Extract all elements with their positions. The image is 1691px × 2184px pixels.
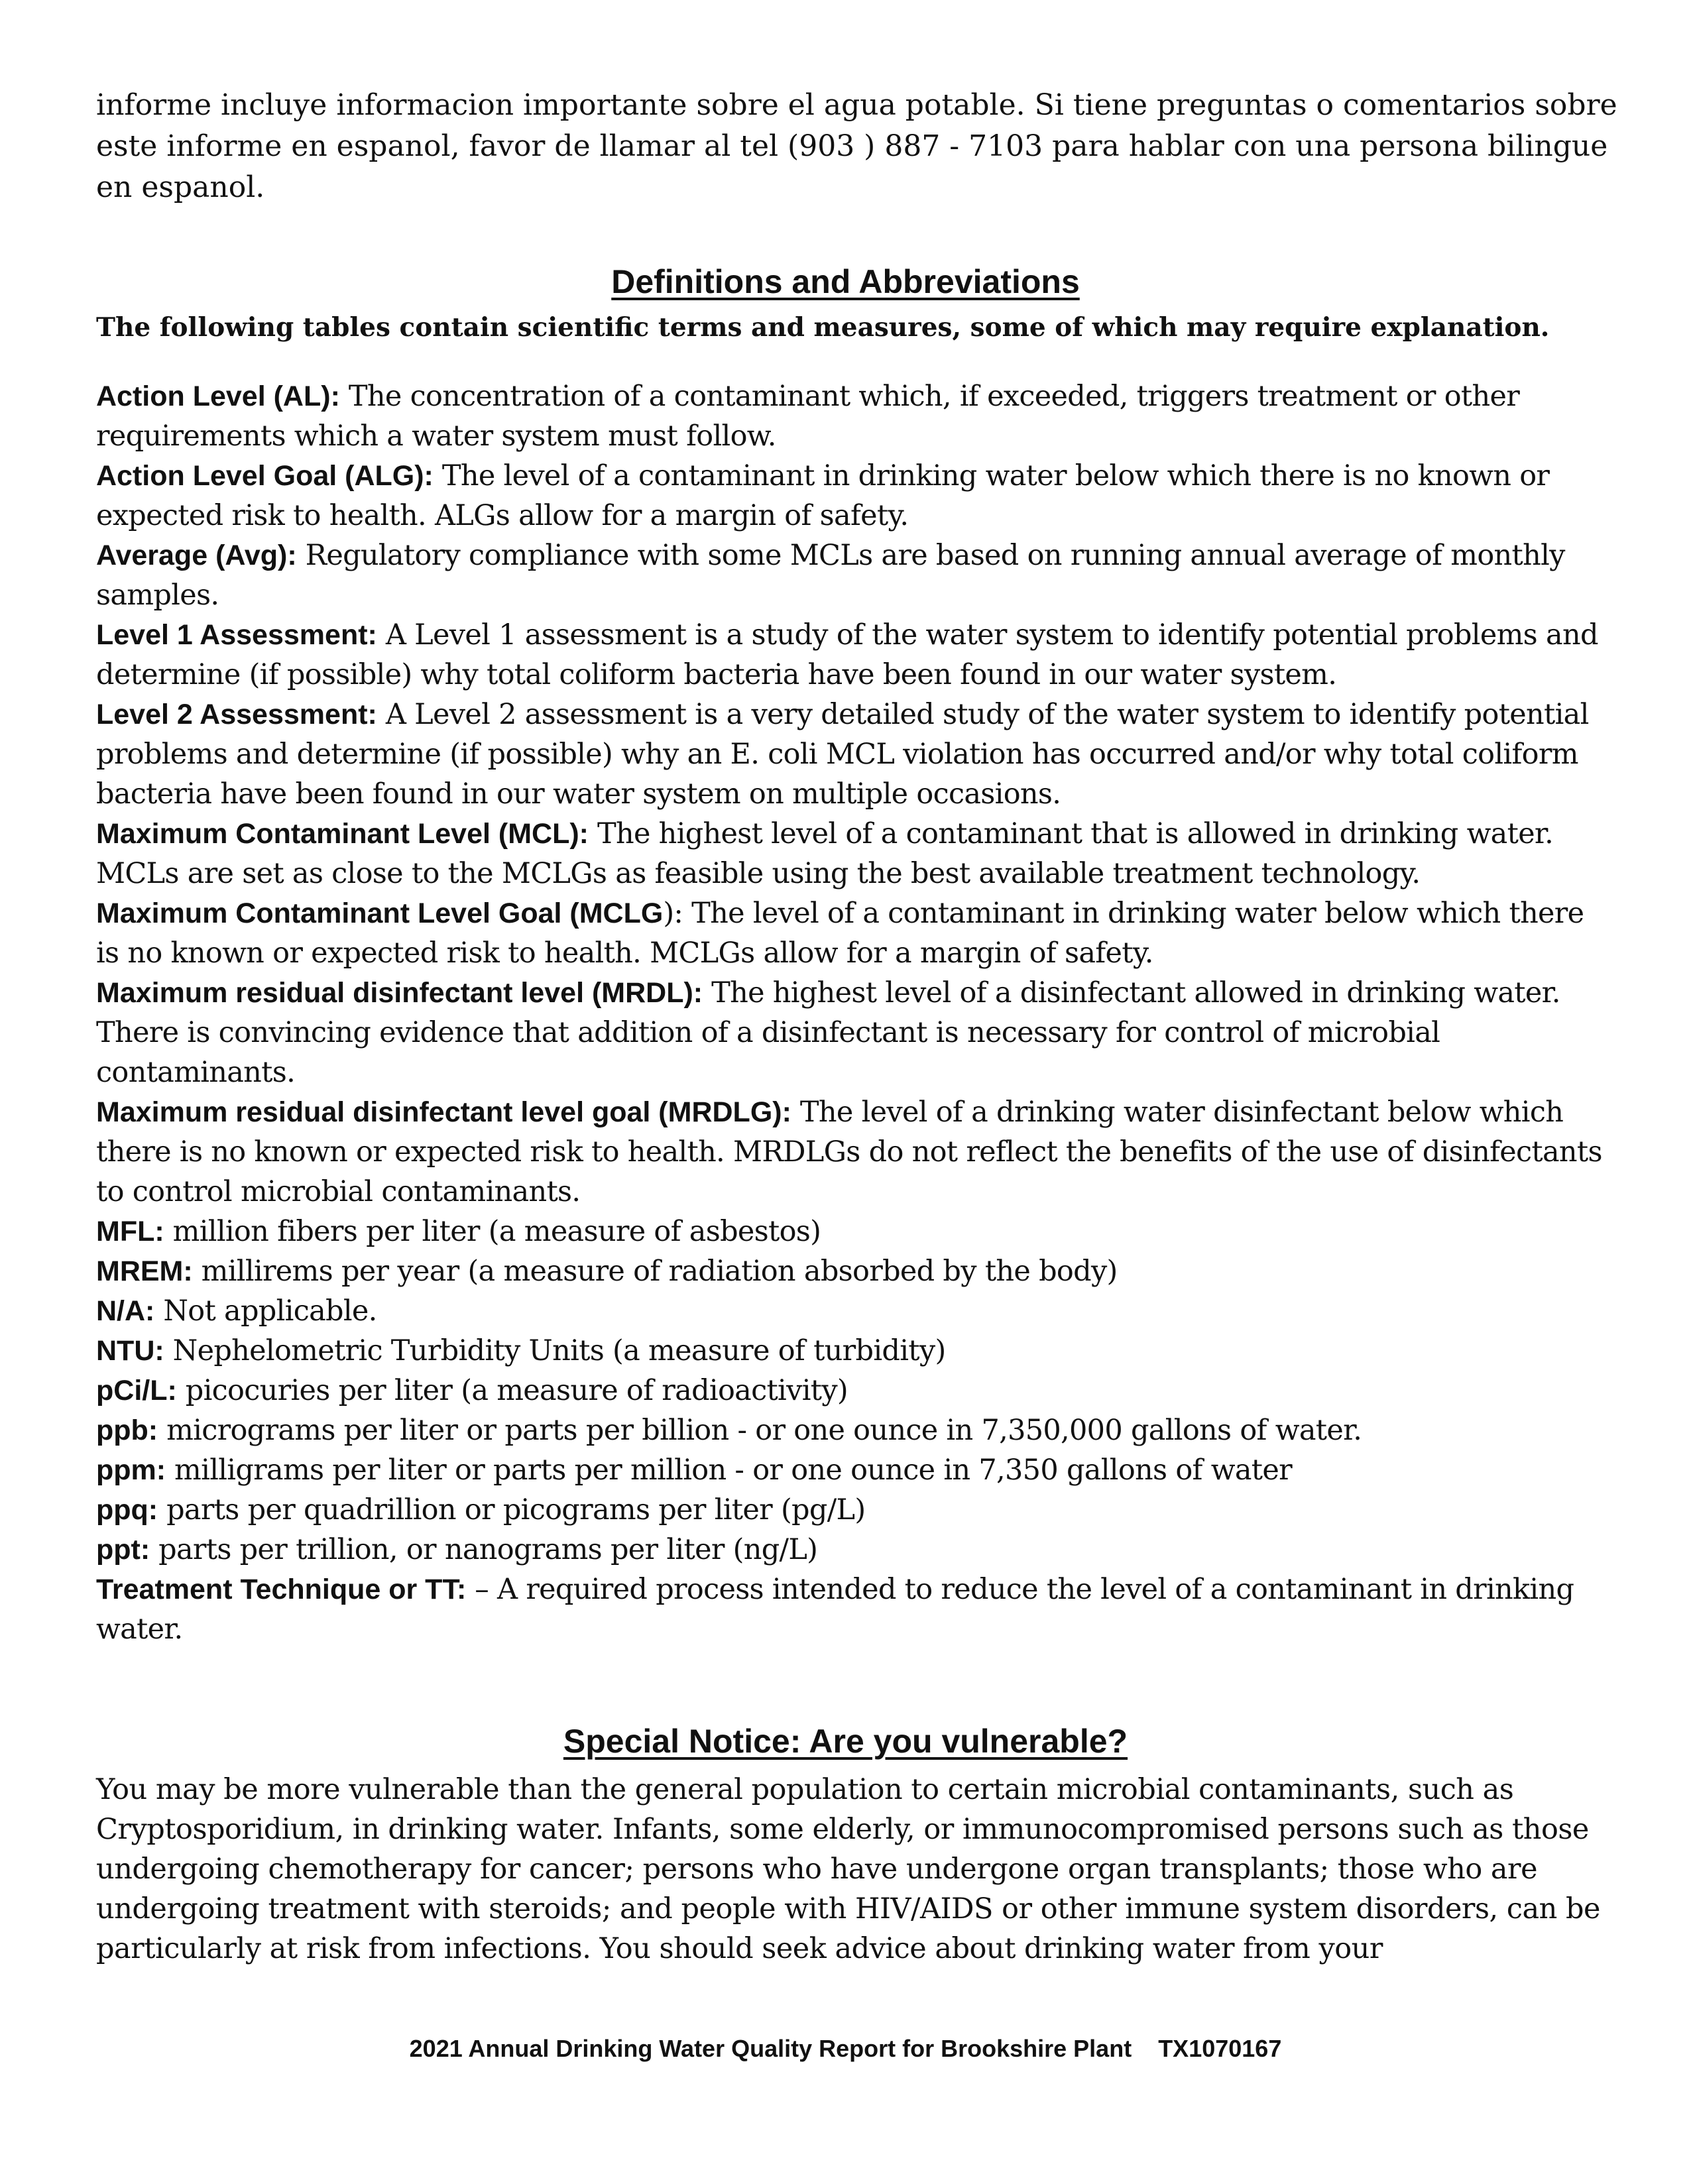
definition-item	[96, 973, 1614, 1092]
definition-item	[96, 536, 1614, 615]
definition-text: A Level 2 assessment is a very detailed study of the water system to identify potential problems and determine (if possible) why an E. coli MCL violation has occurred and/or why total coliform bacteria have been found in our water system on multiple occasions.	[96, 698, 1589, 811]
page-footer	[0, 2035, 1691, 2063]
definition-text: Nephelometric Turbidity Units (a measure of turbidity)	[164, 1334, 946, 1367]
definition-text: The highest level of a contaminant that is allowed in drinking water. MCLs are set as close to the MCLGs as feasible using the best available treatment technology.	[96, 817, 1554, 890]
definition-item	[96, 456, 1614, 536]
definition-item	[96, 1092, 1614, 1212]
definition-item	[96, 814, 1614, 893]
definition-term: NTU:	[96, 1335, 164, 1367]
definition-term: pCi/L:	[96, 1375, 177, 1407]
definition-text: – A required process intended to reduce the level of a contaminant in drinking water.	[96, 1573, 1574, 1646]
definition-text: parts per quadrillion or picograms per liter (pg/L)	[158, 1493, 866, 1526]
special-notice-title: Special Notice: Are you vulnerable?	[563, 1723, 1128, 1760]
definition-text: picocuries per liter (a measure of radioactivity)	[176, 1374, 848, 1407]
definition-text: millirems per year (a measure of radiation absorbed by the body)	[192, 1255, 1118, 1288]
definition-item	[96, 376, 1614, 456]
definition-item	[96, 615, 1614, 695]
definition-term: Action Level Goal (ALG):	[96, 460, 434, 492]
definition-term: Average (Avg):	[96, 540, 297, 571]
definition-term: ppt:	[96, 1534, 150, 1566]
definition-term: Maximum Contaminant Level Goal (MCLG	[96, 897, 664, 929]
definitions-subtitle: The following tables contain scientific terms and measures, some of which may require explanation.	[96, 312, 1550, 343]
definition-item	[96, 893, 1614, 973]
definition-item	[96, 1490, 1614, 1530]
definition-term: MREM:	[96, 1255, 193, 1287]
definition-term: N/A:	[96, 1295, 155, 1327]
definition-text: ): The level of a contaminant in drinking water below which there is no known or expected risk to health. MCLGs allow for a margin of safety.	[96, 897, 1584, 970]
definition-item	[96, 1530, 1614, 1570]
footer-report-title: 2021 Annual Drinking Water Quality Report for Brookshire Plant	[409, 2035, 1132, 2062]
definition-term: ppm:	[96, 1454, 166, 1486]
definition-term: Action Level (AL):	[96, 380, 340, 412]
definition-item	[96, 1450, 1614, 1490]
definition-text: Not applicable.	[154, 1294, 377, 1328]
special-notice-paragraph: You may be more vulnerable than the general population to certain microbial contaminants, such as Cryptosporidium, in drinking water. Infants, some elderly, or immunocompromised persons such as those undergoing chemotherapy for cancer; persons who have undergone organ transplants; those who are undergoing treatment with steroids; and people with HIV/AIDS or other immune system disorders, can be particularly at risk from infections. You should seek advice about drinking water from your	[96, 1773, 1600, 1965]
definition-text: parts per trillion, or nanograms per liter (ng/L)	[150, 1533, 818, 1566]
definition-term: Treatment Technique or TT:	[96, 1574, 467, 1605]
definition-term: Maximum residual disinfectant level (MRDL):	[96, 977, 703, 1009]
footer-system-id: TX1070167	[1158, 2035, 1282, 2062]
definition-text: A Level 1 assessment is a study of the water system to identify potential problems and determine (if possible) why total coliform bacteria have been found in our water system.	[96, 618, 1598, 691]
definition-item	[96, 1371, 1614, 1410]
definition-item	[96, 1410, 1614, 1450]
definition-term: Maximum Contaminant Level (MCL):	[96, 818, 589, 850]
definition-text: micrograms per liter or parts per billion - or one ounce in 7,350,000 gallons of water.	[158, 1414, 1362, 1447]
definition-text: The level of a contaminant in drinking water below which there is no known or expected risk to health. ALGs allow for a margin of safety.	[96, 459, 1550, 532]
definition-text: million fibers per liter (a measure of asbestos)	[164, 1215, 821, 1248]
definition-text: Regulatory compliance with some MCLs are based on running annual average of monthly samples.	[96, 539, 1565, 612]
definition-text: The level of a drinking water disinfectant below which there is no known or expected risk to health. MRDLGs do not reflect the benefits of the use of disinfectants to control microbial contaminants.	[96, 1096, 1602, 1208]
definition-term: ppb:	[96, 1414, 158, 1446]
definition-item	[96, 1570, 1614, 1649]
definitions-list	[96, 376, 1614, 1649]
definition-item	[96, 1212, 1614, 1251]
definition-item	[96, 1291, 1614, 1331]
definition-term: MFL:	[96, 1216, 164, 1247]
definition-term: Level 1 Assessment:	[96, 619, 377, 651]
definition-item	[96, 695, 1614, 814]
definition-text: The concentration of a contaminant which, if exceeded, triggers treatment or other requirements which a water system must follow.	[96, 380, 1520, 453]
definition-text: The highest level of a disinfectant allowed in drinking water. There is convincing evidence that addition of a disinfectant is necessary for control of microbial contaminants.	[96, 976, 1560, 1089]
definition-item	[96, 1331, 1614, 1371]
definition-term: ppq:	[96, 1494, 158, 1526]
definitions-title: Definitions and Abbreviations	[611, 263, 1080, 300]
definition-text: milligrams per liter or parts per million - or one ounce in 7,350 gallons of water	[166, 1454, 1292, 1487]
definition-term: Maximum residual disinfectant level goal (MRDLG):	[96, 1096, 791, 1128]
intro-paragraph: informe incluye informacion importante sobre el agua potable. Si tiene preguntas o comentarios sobre este informe en espanol, favor de llamar al tel (903 ) 887 - 7103 para hablar con una persona bilingue en espanol.	[96, 88, 1617, 204]
definition-term: Level 2 Assessment:	[96, 699, 377, 730]
definition-item	[96, 1251, 1614, 1291]
